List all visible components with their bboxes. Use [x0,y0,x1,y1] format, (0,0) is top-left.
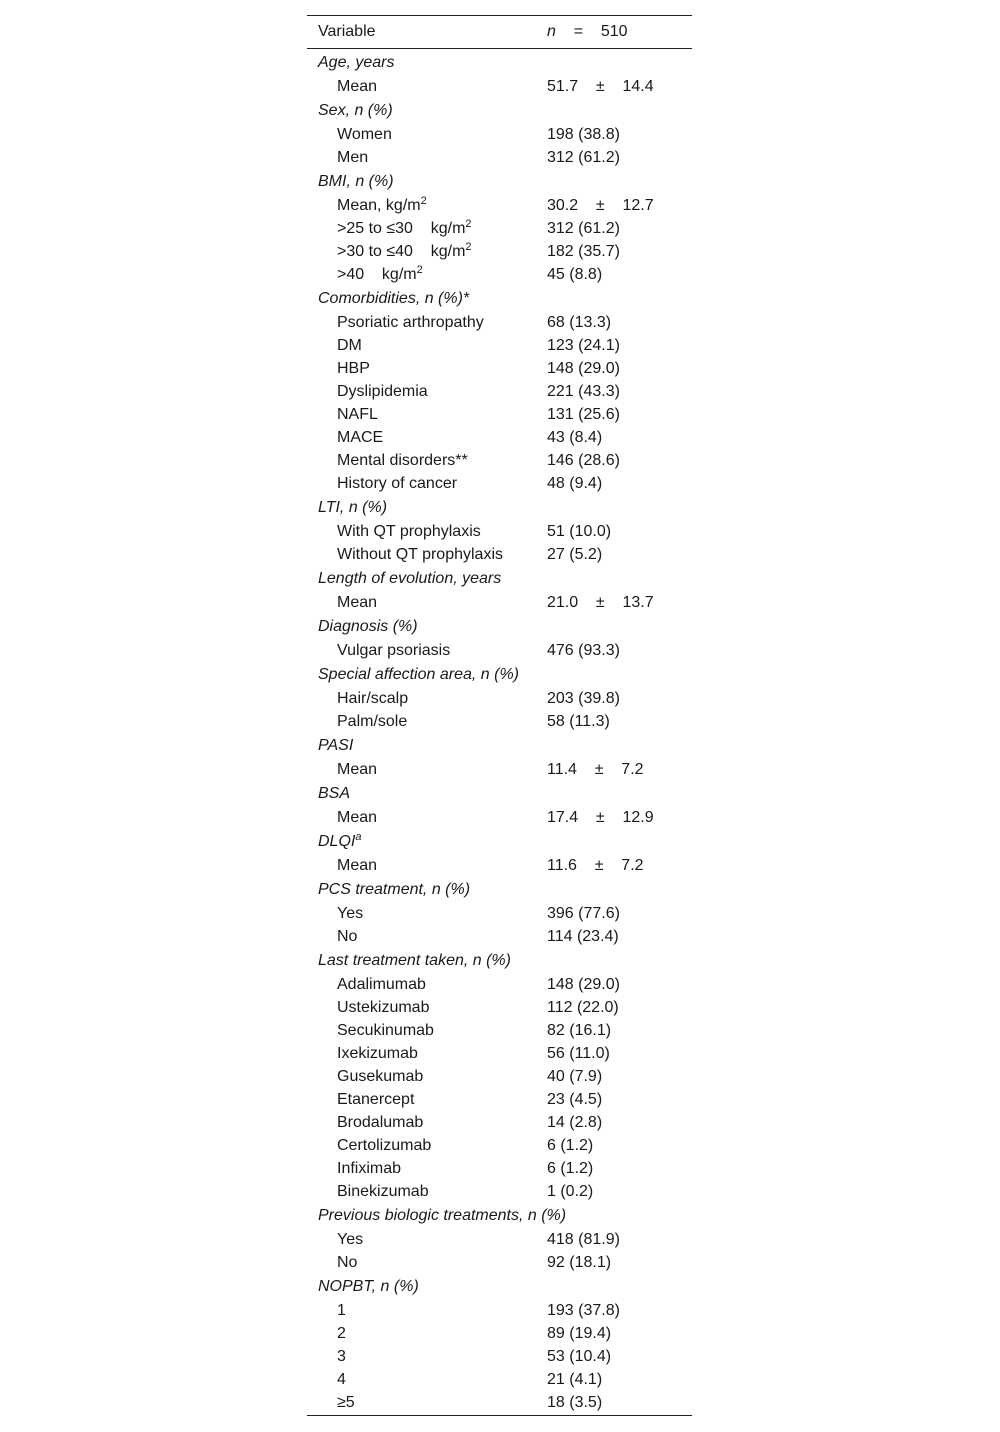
row-value: 82 (16.1) [547,1022,612,1039]
label-text: Secukinumab [337,1022,434,1039]
table-row [307,973,692,996]
row-value: 58 (11.3) [547,713,610,730]
table-row [307,1134,692,1157]
header-n [547,23,628,41]
table-row [307,1019,692,1042]
row-label [337,996,429,1019]
group-label [318,781,350,806]
row-label [337,973,426,996]
table-row [307,710,692,733]
label-superscript: 2 [465,241,472,253]
row-value: 123 (24.1) [547,337,620,354]
row-label [337,217,472,240]
table-row [307,357,692,380]
label-text: 2 [337,1325,346,1342]
group-label [318,662,519,687]
label-text: Mean, kg/m [337,197,421,214]
table-row [307,75,692,98]
label-text: No [337,1254,358,1271]
row-value: 396 (77.6) [547,905,620,922]
row-value: 182 (35.7) [547,243,620,260]
row-label [337,311,484,334]
table-group-row [307,877,692,902]
table-row [307,1088,692,1111]
row-label [337,472,457,495]
row-value: 21 (4.1) [547,1371,603,1388]
row-value: 45 (8.8) [547,266,603,283]
table-row [307,1368,692,1391]
row-value: 23 (4.5) [547,1091,603,1108]
label-text: Binekizumab [337,1183,429,1200]
label-text: Adalimumab [337,976,426,993]
table-row [307,194,692,217]
label-text: Etanercept [337,1091,415,1108]
row-value: 21.0 ± 13.7 [547,594,654,611]
table-row [307,1065,692,1088]
label-text: Without QT prophylaxis [337,546,503,563]
row-label [337,75,377,98]
label-text: 1 [337,1302,346,1319]
label-text: Length of evolution, years [318,570,502,587]
row-label [337,426,383,449]
row-label [337,1251,357,1274]
label-text: >25 to ≤30 kg/m [337,220,466,237]
label-text: NOPBT, n (%) [318,1278,419,1295]
label-text: HBP [337,360,370,377]
label-text: Special affection area, n (%) [318,666,519,683]
table-group-row [307,614,692,639]
row-label [337,1228,363,1251]
label-text: Comorbidities, n (%)* [318,290,470,307]
row-value: 312 (61.2) [547,220,620,237]
header-n-label: n [547,23,556,40]
table-row [307,854,692,877]
table-row [307,263,692,286]
label-text: LTI, n (%) [318,499,388,516]
table-row [307,1228,692,1251]
table-group-row [307,169,692,194]
row-label [337,1065,423,1088]
row-value: 14 (2.8) [547,1114,603,1131]
group-label [318,495,387,520]
group-label [318,877,470,902]
group-label [318,948,511,973]
label-text: Age, years [318,54,395,71]
label-text: Men [337,149,369,166]
row-value: 148 (29.0) [547,976,620,993]
table-group-row [307,1274,692,1299]
label-text: Yes [337,1231,364,1248]
table-row [307,1180,692,1203]
table-row [307,426,692,449]
row-label [337,687,408,710]
row-label [337,357,370,380]
label-text: >40 kg/m [337,266,417,283]
label-text: Previous biologic treatments, n (%) [318,1207,567,1224]
table-row [307,1345,692,1368]
table-row [307,1111,692,1134]
label-text: Infiximab [337,1160,402,1177]
label-text: Hair/scalp [337,690,409,707]
label-text: No [337,928,358,945]
row-label [337,1299,346,1322]
label-text: Yes [337,905,364,922]
row-label [337,194,427,217]
row-value: 114 (23.4) [547,928,619,945]
label-text: Psoriatic arthropathy [337,314,484,331]
table-header-row [307,16,692,48]
row-value: 312 (61.2) [547,149,620,166]
table-group-row [307,495,692,520]
row-label [337,123,392,146]
table-row [307,1042,692,1065]
row-label [337,380,428,403]
row-label [337,1322,346,1345]
label-superscript: 2 [416,264,423,276]
table-group-row [307,286,692,311]
group-label [318,614,418,639]
group-label [318,1274,419,1299]
label-text: Mean [337,809,378,826]
table-row [307,380,692,403]
table-row [307,758,692,781]
label-text: ≥5 [337,1394,355,1411]
label-text: Palm/sole [337,713,408,730]
label-text: PASI [318,737,354,754]
label-text: PCS treatment, n (%) [318,881,471,898]
label-text: DM [337,337,362,354]
row-label [337,334,362,357]
row-label [337,710,407,733]
table-row [307,449,692,472]
row-value: 112 (22.0) [547,999,619,1016]
table-row [307,123,692,146]
row-label [337,591,377,614]
row-label [337,925,357,948]
row-value: 68 (13.3) [547,314,612,331]
row-label [337,639,450,662]
label-text: DLQI [318,833,356,850]
label-text: Mean [337,857,378,874]
row-label [337,1345,346,1368]
row-value: 30.2 ± 12.7 [547,197,654,214]
table-row [307,806,692,829]
table-group-row [307,566,692,591]
label-text: Mean [337,761,378,778]
row-label [337,1088,414,1111]
group-label [318,169,394,194]
label-text: Ixekizumab [337,1045,418,1062]
label-text: Women [337,126,392,143]
table-row [307,1391,692,1414]
row-value: 53 (10.4) [547,1348,612,1365]
row-label [337,403,378,426]
row-value: 43 (8.4) [547,429,603,446]
label-text: With QT prophylaxis [337,523,481,540]
row-label [337,1391,355,1414]
label-text: 3 [337,1348,346,1365]
row-label [337,902,363,925]
row-label [337,146,368,169]
row-label [337,1180,429,1203]
table-row [307,591,692,614]
table-row [307,146,692,169]
row-label [337,240,472,263]
characteristics-table [307,15,692,1416]
table-row [307,1251,692,1274]
label-text: Ustekizumab [337,999,430,1016]
row-value: 6 (1.2) [547,1137,594,1154]
row-value: 11.4 ± 7.2 [547,761,644,778]
group-label [318,50,394,75]
table-row [307,217,692,240]
table-row [307,996,692,1019]
table-row [307,334,692,357]
row-value: 418 (81.9) [547,1231,620,1248]
table-group-row [307,50,692,75]
table-row [307,1157,692,1180]
row-label [337,806,377,829]
table-group-row [307,1203,692,1228]
row-label [337,1368,346,1391]
row-label [337,1019,434,1042]
row-value: 89 (19.4) [547,1325,612,1342]
group-label [318,566,501,591]
row-value: 198 (38.8) [547,126,620,143]
label-text: Diagnosis (%) [318,618,418,635]
table-row [307,639,692,662]
row-value: 193 (37.8) [547,1302,620,1319]
row-value: 48 (9.4) [547,475,603,492]
row-label [337,263,423,286]
row-value: 11.6 ± 7.2 [547,857,644,874]
row-value: 51.7 ± 14.4 [547,78,654,95]
row-value: 17.4 ± 12.9 [547,809,654,826]
label-text: Mean [337,78,378,95]
label-text: Dyslipidemia [337,383,428,400]
label-text: Last treatment taken, n (%) [318,952,511,969]
table-row [307,687,692,710]
label-text: BMI, n (%) [318,173,394,190]
label-text: NAFL [337,406,378,423]
group-label [318,1203,566,1228]
row-value: 40 (7.9) [547,1068,603,1085]
row-value: 476 (93.3) [547,642,620,659]
label-text: Brodalumab [337,1114,424,1131]
row-label [337,449,468,472]
table-row [307,520,692,543]
row-value: 51 (10.0) [547,523,612,540]
table-group-row [307,733,692,758]
table-bottom-rule [307,1415,692,1416]
group-label [318,733,353,758]
label-text: >30 to ≤40 kg/m [337,243,466,260]
label-text: MACE [337,429,384,446]
label-text: BSA [318,785,351,802]
header-n-value: = 510 [573,23,628,40]
row-value: 1 (0.2) [547,1183,594,1200]
group-label [318,829,361,854]
label-text: Certolizumab [337,1137,432,1154]
row-value: 6 (1.2) [547,1160,594,1177]
table-row [307,240,692,263]
label-text: History of cancer [337,475,458,492]
label-text: Mental disorders** [337,452,468,469]
label-superscript: a [355,831,362,843]
row-value: 203 (39.8) [547,690,620,707]
table-row [307,1322,692,1345]
header-variable: Variable [318,23,376,40]
label-text: 4 [337,1371,346,1388]
label-text: Mean [337,594,378,611]
table-row [307,472,692,495]
label-text: Vulgar psoriasis [337,642,451,659]
table-group-row [307,829,692,854]
table-row [307,925,692,948]
row-value: 18 (3.5) [547,1394,603,1411]
group-label [318,98,393,123]
table-group-row [307,948,692,973]
row-value: 56 (11.0) [547,1045,610,1062]
row-value: 131 (25.6) [547,406,620,423]
table-row [307,902,692,925]
table-row [307,543,692,566]
table-row [307,403,692,426]
table-body [307,49,692,1415]
row-value: 221 (43.3) [547,383,620,400]
label-superscript: 2 [420,195,427,207]
row-label [337,520,481,543]
row-label [337,543,503,566]
row-label [337,1042,418,1065]
row-value: 27 (5.2) [547,546,603,563]
row-value: 148 (29.0) [547,360,620,377]
table-group-row [307,98,692,123]
group-label [318,286,469,311]
row-label [337,1157,401,1180]
table-group-row [307,781,692,806]
row-label [337,1111,423,1134]
label-text: Sex, n (%) [318,102,393,119]
table-row [307,1299,692,1322]
table-group-row [307,662,692,687]
table-row [307,311,692,334]
row-label [337,854,377,877]
row-label [337,1134,431,1157]
label-text: Gusekumab [337,1068,424,1085]
label-superscript: 2 [465,218,472,230]
row-label [337,758,377,781]
row-value: 146 (28.6) [547,452,620,469]
row-value: 92 (18.1) [547,1254,612,1271]
